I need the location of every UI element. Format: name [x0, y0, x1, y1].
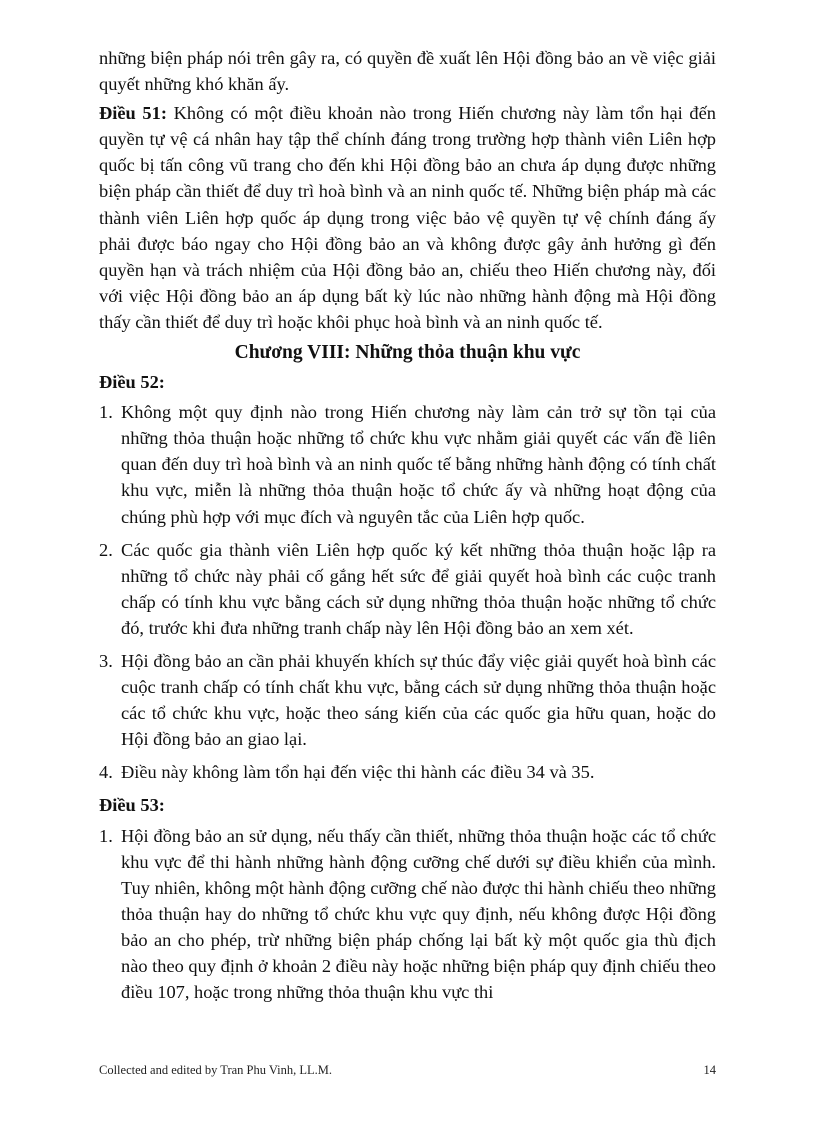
intro-paragraph: những biện pháp nói trên gây ra, có quyền đề xuất lên Hội đồng bảo an về việc giải quyết những khó khăn ấy.: [99, 48, 716, 95]
list-item-text: Điều này không làm tổn hại đến việc thi hành các điều 34 và 35.: [121, 762, 595, 783]
article-51-text: Không có một điều khoản nào trong Hiến chương này làm tổn hại đến quyền tự vệ cá nhân hay tập thể chính đáng trong trường hợp thành viên Liên hợp quốc bị tấn công vũ trang cho đến khi Hội đồng bảo an chưa áp dụng được những biện pháp cần thiết để duy trì hoà bình và an ninh quốc tế. Những biện pháp mà các thành viên Liên hợp quốc áp dụng trong việc bảo vệ quyền tự vệ chính đáng ấy phải được báo ngay cho Hội đồng bảo an và không được gây ảnh hưởng gì đến quyền hạn và trách nhiệm của Hội đồng bảo an, chiếu theo Hiến chương này, đối với việc Hội đồng bảo an áp dụng bất kỳ lúc nào những hành động mà Hội đồng thấy cần thiết để duy trì hoặc khôi phục hoà bình và an ninh quốc tế.: [99, 103, 716, 332]
article-52-label: Điều 52:: [99, 372, 165, 393]
list-item-number: 1.: [99, 825, 113, 846]
footer-credit: Collected and edited by Tran Phu Vinh, LL.M.: [99, 1063, 333, 1077]
article-51-paragraph: [99, 100, 716, 335]
page-body: [99, 45, 716, 1012]
list-item: [99, 537, 716, 641]
article-52-list: [99, 399, 716, 785]
page-number: 14: [703, 1063, 716, 1077]
chapter-title: Chương VIII: Những thỏa thuận khu vực: [234, 342, 581, 364]
list-item: [99, 823, 716, 1006]
list-item-text: Các quốc gia thành viên Liên hợp quốc ký kết những thỏa thuận hoặc lập ra những tổ chức này phải cố gắng hết sức để giải quyết hoà bình các cuộc tranh chấp có tính khu vực bằng cách sử dụng những thỏa thuận hoặc những tổ chức đó, trước khi đưa những tranh chấp này lên Hội đồng bảo an xem xét.: [121, 539, 716, 638]
list-item-number: 4.: [99, 762, 113, 783]
list-item: [99, 399, 716, 529]
list-item: [99, 648, 716, 752]
list-item-number: 2.: [99, 539, 113, 560]
list-item-text: Hội đồng bảo an sử dụng, nếu thấy cần thiết, những thỏa thuận hoặc các tổ chức khu vực để thi hành những hành động cưỡng chế dưới sự điều khiển của mình. Tuy nhiên, không một hành động cưỡng chế nào được thi hành chiếu theo những thỏa thuận hay do những tổ chức khu vực quy định, nếu không được Hội đồng bảo an cho phép, trừ những biện pháp chống lại bất kỳ một quốc gia thù địch nào theo quy định ở khoản 2 điều này hoặc những biện pháp quy định chiếu theo điều 107, hoặc trong những thỏa thuận khu vực thi: [121, 825, 716, 1003]
list-item-number: 1.: [99, 402, 113, 423]
article-53-label: Điều 53:: [99, 795, 165, 816]
list-item-text: Không một quy định nào trong Hiến chương này làm cản trở sự tồn tại của những thỏa thuận hoặc những tổ chức khu vực nhằm giải quyết các vấn đề liên quan đến duy trì hoà bình và an ninh quốc tế bằng những hành động có tính chất khu vực, miễn là những thỏa thuận hoặc tổ chức ấy và những hoạt động của chúng phù hợp với mục đích và nguyên tắc của Liên hợp quốc.: [121, 402, 716, 527]
article-51-label: Điều 51:: [99, 103, 167, 124]
list-item-text: Hội đồng bảo an cần phải khuyến khích sự thúc đẩy việc giải quyết hoà bình các cuộc tranh chấp có tính chất khu vực, bằng cách sử dụng những thỏa thuận hoặc các tổ chức khu vực, hoặc theo sáng kiến của các quốc gia hữu quan, hoặc do Hội đồng bảo an giao lại.: [121, 650, 716, 750]
list-item: [99, 759, 716, 785]
list-item-number: 3.: [99, 650, 113, 671]
article-53-list: [99, 823, 716, 1006]
